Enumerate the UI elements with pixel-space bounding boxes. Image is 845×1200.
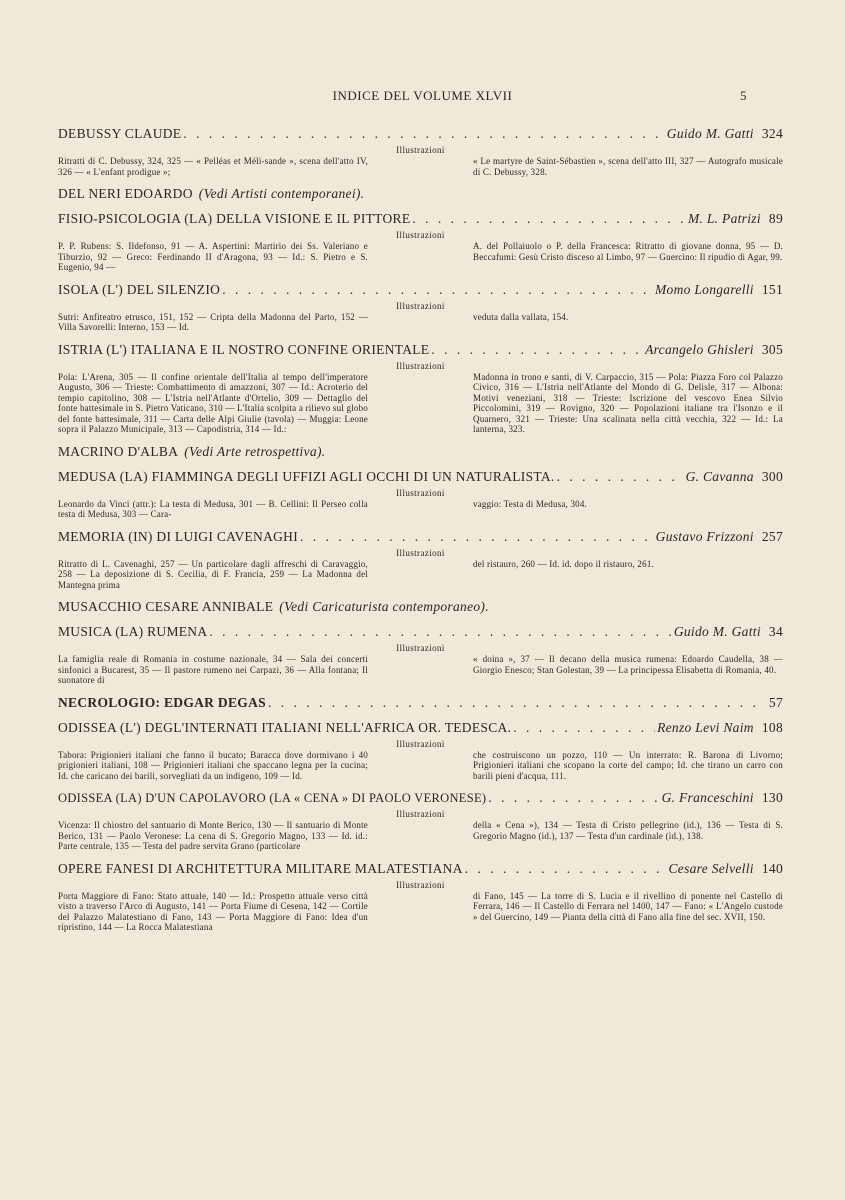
page-header [0, 88, 845, 108]
illustrations-columns [58, 820, 783, 852]
illustrations-right: della « Cena »), 134 — Testa di Cristo pellegrino (id.), 136 — Testa di S. Gregorio Magno (id.), 137 — Testa d'un cardinale (id.), 138. [473, 820, 783, 841]
entry-page: 140 [761, 860, 783, 876]
entry-author: Guido M. Gatti [666, 126, 754, 141]
illustrations-left: Porta Maggiore di Fano: Stato attuale, 140 — Id.: Prospetto attuale verso città visto a traverso l'Arco di Augusto, 141 — Porta Fiume di Cesena, 142 — Cortile del Palazzo Malatestiano di Fano, 143 — Porta Maggiore di Fano: Idea d'un ripristino, 144 — La Rocca Malatestiana [58, 890, 368, 932]
entry-line [58, 186, 783, 202]
illustrations-left: Sutri: Anfiteatro etrusco, 151, 152 — Cripta della Madonna del Parto, 152 — Villa Savorelli: Interno, 153 — Id. [58, 311, 368, 332]
illustrations-left: Tabora: Prigionieri italiani che fanno il bucato; Baracca dove dormivano i 40 prigionieri italiani, 108 — Prigionieri italiani che spaccano legna per la cucina; Id. che caricano dei barili, sorvegliati da un indigeno, 109 — Id. [58, 749, 368, 781]
illustrations-heading: Illustrazioni [396, 738, 445, 749]
index-entry [58, 126, 783, 177]
illustrations-left: Leonardo da Vinci (attr.): La testa di Medusa, 301 — B. Cellini: Il Perseo colla testa di Medusa, 303 — Cara- [58, 498, 368, 519]
entry-line [58, 599, 783, 615]
entry-line [58, 211, 783, 227]
illustrations-right: « doina », 37 — Il decano della musica rumena: Edoardo Caudella, 38 — Giorgio Enesco; Stan Golestan, 39 — La principessa Elisabetta di Romania, 40. [473, 654, 783, 675]
illustrations-columns [58, 499, 783, 520]
illustrations-heading: Illustrazioni [396, 643, 445, 653]
illustrations-heading: Illustrazioni [396, 300, 445, 311]
leader-dots [300, 529, 654, 545]
leader-dots [465, 861, 667, 877]
index-entry [58, 624, 783, 686]
illustrations-right: veduta dalla vallata, 154. [473, 311, 569, 322]
entry-title: ODISSEA (L') DEGL'INTERNATI ITALIANI NELL'AFRICA OR. TEDESCA. [58, 719, 512, 735]
entry-title: MEDUSA (LA) FIAMMINGA DEGLI UFFIZI AGLI OCCHI DI UN NATURALISTA. [58, 468, 555, 484]
entry-line [58, 624, 783, 640]
entry-page: 130 [761, 790, 783, 805]
illustrations-left: La famiglia reale di Romania in costume nazionale, 34 — Sala dei concerti sinfonici a Bucarest, 35 — Il pastore rumeno nei Carpazi, 36 — Alla fontana; Il suonatore di [58, 654, 368, 685]
illustrations-right: del ristauro, 260 — Id. id. dopo il ristauro, 261. [473, 558, 654, 569]
illustrations-columns [58, 559, 783, 591]
entry-line [58, 720, 783, 736]
leader-dots [209, 624, 671, 640]
leader-dots [183, 126, 664, 142]
illustrations-right: vaggio: Testa di Medusa, 304. [473, 498, 587, 509]
entry-see-reference: (Vedi Caricaturista contemporaneo). [279, 599, 489, 614]
entry-title: ISOLA (L') DEL SILENZIO [58, 281, 221, 297]
illustrations-heading: Illustrazioni [396, 360, 445, 371]
entry-author: Cesare Selvelli [668, 860, 754, 876]
index-entry [58, 282, 783, 333]
index-entry [58, 186, 783, 202]
entry-page: 34 [768, 624, 783, 639]
entry-title: OPERE FANESI DI ARCHITETTURA MILITARE MALATESTIANA [58, 860, 463, 876]
entry-page: 57 [768, 694, 783, 710]
entry-line [58, 469, 783, 485]
illustrations-right: « Le martyre de Saint-Sébastien », scena dell'atto III, 327 — Autografo musicale di C. Debussy, 328. [473, 156, 783, 177]
illustrations-columns [58, 312, 783, 333]
entry-author: G. Franceschini [661, 790, 754, 805]
entry-author: Renzo Levi Naim [657, 719, 754, 735]
illustrations-heading: Illustrazioni [396, 230, 445, 240]
entry-page: 324 [761, 126, 783, 141]
illustrations-left: Vicenza: Il chiostro del santuario di Monte Berico, 130 — Il santuario di Monte Berico, 131 — Paolo Veronese: La cena di S. Gregorio Magno, 133 — Id. id.: Parte centrale, 135 — Testa del padre servita Grano (particolare [58, 820, 368, 851]
illustrations-right: di Fano, 145 — La torre di S. Lucia e il rivellino di ponente nel Castello di Ferrara, 146 — Il Castello di Ferrara nel 1400, 147 — Fano: « L'Angelo custode » del Guercino, 149 — Pianta della città di Fano alla fine del sec. XVII, 150. [473, 890, 783, 922]
illustrations-columns [58, 891, 783, 933]
illustrations-right: che costruiscono un pozzo, 110 — Un interrato: R. Barona di Livorno; Prigionieri italiani che scopano la corte del campo; Id. che tirano un carro con barili pieni d'acqua, 111. [473, 749, 783, 781]
index-entry [58, 599, 783, 615]
leader-dots [412, 211, 686, 227]
leader-dots [431, 342, 643, 358]
illustrations-left: P. P. Rubens: S. Ildefonso, 91 — A. Aspertini: Martirio dei Ss. Valeriano e Tiburzio, 92 — Greco: Ferdinando II d'Aragona, 93 — Id.: S. Pietro e S. Eugenio, 94 — [58, 241, 368, 272]
entry-line [58, 695, 783, 711]
entry-page: 257 [761, 528, 783, 544]
illustrations-left: Ritratti di C. Debussy, 324, 325 — « Pelléas et Méli-sande », scena dell'atto IV, 326 — « L'enfant prodigue »; [58, 156, 368, 177]
entry-page: 89 [768, 211, 783, 226]
index-entry [58, 211, 783, 273]
entry-title: DEBUSSY CLAUDE [58, 126, 182, 141]
illustrations-heading: Illustrazioni [396, 487, 445, 498]
index-entry [58, 695, 783, 711]
leader-dots [557, 469, 684, 485]
entry-title: ODISSEA (LA) D'UN CAPOLAVORO (LA « CENA » DI PAOLO VERONESE) [58, 791, 487, 805]
entry-line [58, 861, 783, 877]
running-title: INDICE DEL VOLUME XLVII [332, 88, 513, 103]
illustrations-left: Pola: L'Arena, 305 — Il confine orientale dell'Italia al tempo dell'imperatore Augusto, 306 — Trieste: Combattimento di amazzoni, 307 — Id.: Acroterio del tempio capitolino, 308 — L'Istria nell'Atlante d'Ortelio, 309 — Dettaglio del fonte battesimale in S. Pietro Vaticano, 310 — L'Italia scolpita a rilievo sul globo del fonte battesimale, 311 — Carta delle Alpi Giulie (tavola) — Muggia: Leone sopra il Palazzo Municipale, 313 — Capodistria, 314 — Id.: [58, 371, 368, 434]
entry-title: NECROLOGIO: EDGAR DEGAS [58, 694, 266, 710]
index-entry [58, 790, 783, 852]
entry-line [58, 126, 783, 142]
illustrations-heading: Illustrazioni [396, 879, 445, 890]
illustrations-right: A. del Pollaiuolo o P. della Francesca: Ritratto di giovane donna, 95 — D. Beccafumi: Gesù Cristo disceso al Limbo, 97 — Guercino: Il ripudio di Agar, 99. [473, 241, 783, 262]
leader-dots [268, 695, 759, 711]
entry-page: 305 [761, 341, 783, 357]
illustrations-columns [58, 156, 783, 177]
entry-title: MACRINO D'ALBA [58, 443, 179, 459]
index-entries [58, 126, 783, 942]
illustrations-left: Ritratto di L. Cavenaghi, 257 — Un particolare dagli affreschi di Caravaggio, 258 — La deposizione di S. Cecilia, di F. Francia, 259 — La Madonna del Mantegna prima [58, 558, 368, 590]
entry-title: ISTRIA (L') ITALIANA E IL NOSTRO CONFINE ORIENTALE [58, 341, 430, 357]
entry-page: 151 [761, 281, 783, 297]
entry-line [58, 282, 783, 298]
entry-author: G. Cavanna [685, 468, 754, 484]
illustrations-columns [58, 372, 783, 435]
leader-dots [488, 790, 659, 806]
illustrations-heading: Illustrazioni [396, 809, 445, 819]
entry-author: Momo Longarelli [654, 281, 754, 297]
leader-dots [513, 720, 655, 736]
entry-title: MUSACCHIO CESARE ANNIBALE [58, 599, 274, 614]
entry-title: MUSICA (LA) RUMENA [58, 624, 208, 639]
illustrations-columns [58, 654, 783, 686]
entry-title: FISIO-PSICOLOGIA (LA) DELLA VISIONE E IL PITTORE [58, 211, 411, 226]
entry-line [58, 444, 783, 460]
entry-title: MEMORIA (IN) DI LUIGI CAVENAGHI [58, 528, 299, 544]
index-entry [58, 469, 783, 520]
entry-see-reference: (Vedi Artisti contemporanei). [198, 186, 365, 201]
entry-author: Arcangelo Ghisleri [645, 341, 754, 357]
illustrations-columns [58, 750, 783, 782]
index-entry [58, 861, 783, 933]
index-entry [58, 529, 783, 591]
index-entry [58, 444, 783, 460]
entry-see-reference: (Vedi Arte retrospettiva). [184, 443, 326, 459]
entry-line [58, 342, 783, 358]
illustrations-heading: Illustrazioni [396, 145, 445, 155]
entry-title: DEL NERI EDOARDO [58, 186, 193, 201]
entry-author: Guido M. Gatti [673, 624, 761, 639]
illustrations-columns [58, 241, 783, 273]
index-entry [58, 720, 783, 782]
illustrations-heading: Illustrazioni [396, 547, 445, 558]
entry-line [58, 529, 783, 545]
illustrations-right: Madonna in trono e santi, di V. Carpaccio, 315 — Pola: Piazza Foro col Palazzo Civico, 316 — L'Istria nell'Atlante del Mondo di G. Delisle, 317 — Albona: Motivi veneziani, 318 — Trieste: Iscrizione del vescovo Enea Silvio Piccolomini, 319 — Rovigno, 320 — Popolazioni italiane tra l'Isonzo e il Quarnero, 321 — Trieste: Una scalinata nella città vecchia, 322 — Id.: La lanterna, 323. [473, 371, 783, 434]
entry-author: Gustavo Frizzoni [655, 528, 754, 544]
leader-dots [222, 282, 653, 298]
entry-author: M. L. Patrizi [687, 211, 761, 226]
entry-page: 108 [761, 719, 783, 735]
entry-line [58, 790, 783, 806]
entry-page: 300 [761, 468, 783, 484]
page-number: 5 [740, 88, 747, 103]
index-entry [58, 342, 783, 435]
